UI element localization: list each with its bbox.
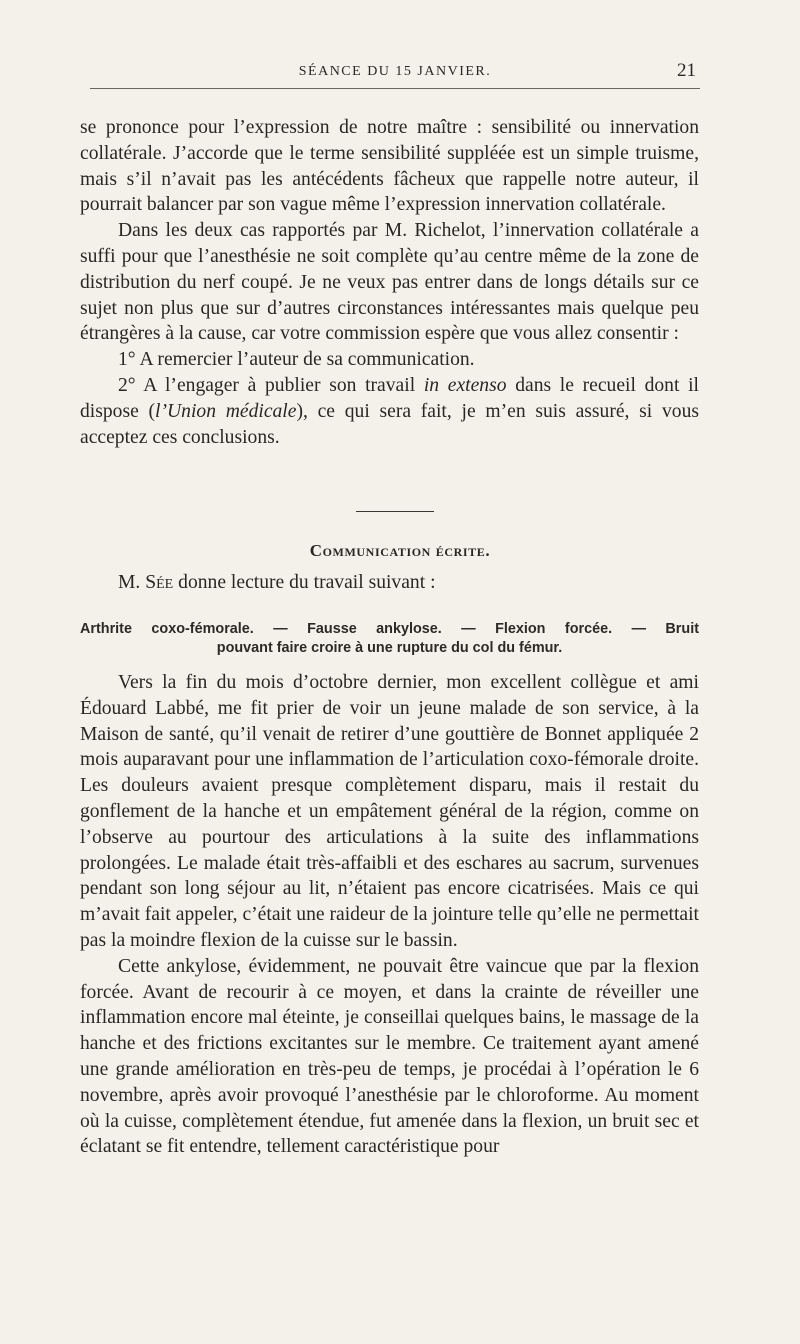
conclusion-item-1: 1° A remercier l’auteur de sa communication. bbox=[118, 349, 475, 371]
text-run: ), ce qui sera fait, je m’en suis assuré, si vous acceptez ces conclusions. bbox=[80, 400, 699, 448]
article-title bbox=[80, 620, 699, 658]
paragraph: se prononce pour l’expression de notre maître : sensibilité ou innervation collatérale. J’accorde que le terme sensibilité suppléée est un simple truisme, mais s’il n’avait pas les antécédents fâcheux que rappelle notre auteur, il pourrait balancer par son vague même l’expression innervation collatérale. bbox=[80, 117, 699, 216]
author-name: Sée bbox=[145, 572, 174, 593]
article-title-line-1: Arthrite coxo-fémorale. — Fausse ankylose. — Flexion forcée. — Bruit bbox=[80, 621, 699, 637]
paragraph: Dans les deux cas rapportés par M. Richelot, l’innervation collatérale a suffi pour que l’anesthésie ne soit complète qu’au centre même de la zone de distribution du nerf coupé. Je ne veux pas entrer dans de longs détails sur ce sujet non plus que sur d’autres circonstances intéressantes mais quelque peu étrangères à la cause, car votre commission espère que vous allez consentir : bbox=[80, 220, 699, 345]
italic-text: l’Union médicale bbox=[155, 400, 297, 422]
page-number: 21 bbox=[677, 60, 696, 81]
italic-text: in extenso bbox=[423, 374, 507, 396]
article-title-line-2: pouvant faire croire à une rupture du col du fémur. bbox=[216, 640, 563, 656]
conclusion-item-2 bbox=[80, 373, 699, 450]
text-run: donne lecture du travail suivant : bbox=[173, 572, 436, 593]
running-header bbox=[90, 58, 700, 89]
lecture-line bbox=[118, 572, 436, 594]
text-run: dans le recueil dont il dispose ( bbox=[80, 374, 699, 422]
text-run: 2° A l’engager à publier son travail bbox=[118, 374, 424, 396]
report-conclusion-text bbox=[80, 115, 699, 450]
running-title: SÉANCE DU 15 JANVIER. bbox=[298, 64, 492, 79]
paragraph: Vers la fin du mois d’octobre dernier, mon excellent collègue et ami Édouard Labbé, me fit prier de voir un jeune malade de son service, à la Maison de santé, qu’il venait de retirer d’une gouttière de Bonnet appliquée 2 mois auparavant pour une inflammation de l’articulation coxo-fémorale droite. Les douleurs avaient presque complètement disparu, mais il restait du gonflement de la hanche et un empâtement général de la région, comme on l’observe au pourtour des articulations à la suite des inflammations prolongées. Le malade était très-affaibli et des eschares au sacrum, survenues pendant son long séjour au lit, n’étaient pas encore cicatrisées. Mais ce qui m’avait fait appeler, c’était une raideur de la jointure telle qu’elle ne permettait pas la moindre flexion de la cuisse sur le bassin. bbox=[80, 672, 699, 951]
section-separator bbox=[356, 511, 434, 512]
section-heading: Communication écrite. bbox=[309, 541, 491, 560]
text-run: M. bbox=[118, 572, 146, 593]
case-report-text bbox=[80, 670, 699, 1160]
paragraph: Cette ankylose, évidemment, ne pouvait être vaincue que par la flexion forcée. Avant de recourir à ce moyen, et dans la crainte de réveiller une inflammation encore mal éteinte, je conseillai quelques bains, le massage de la hanche et des frictions excitantes sur le membre. Ce traitement ayant amené une grande amélioration en très-peu de temps, je procédai à l’opération le 6 novembre, après avoir provoqué l’anesthésie par le chloroforme. Au moment où la cuisse, complètement étendue, fut amenée dans la flexion, un bruit sec et éclatant se fit entendre, tellement caractéristique pour bbox=[80, 955, 699, 1158]
